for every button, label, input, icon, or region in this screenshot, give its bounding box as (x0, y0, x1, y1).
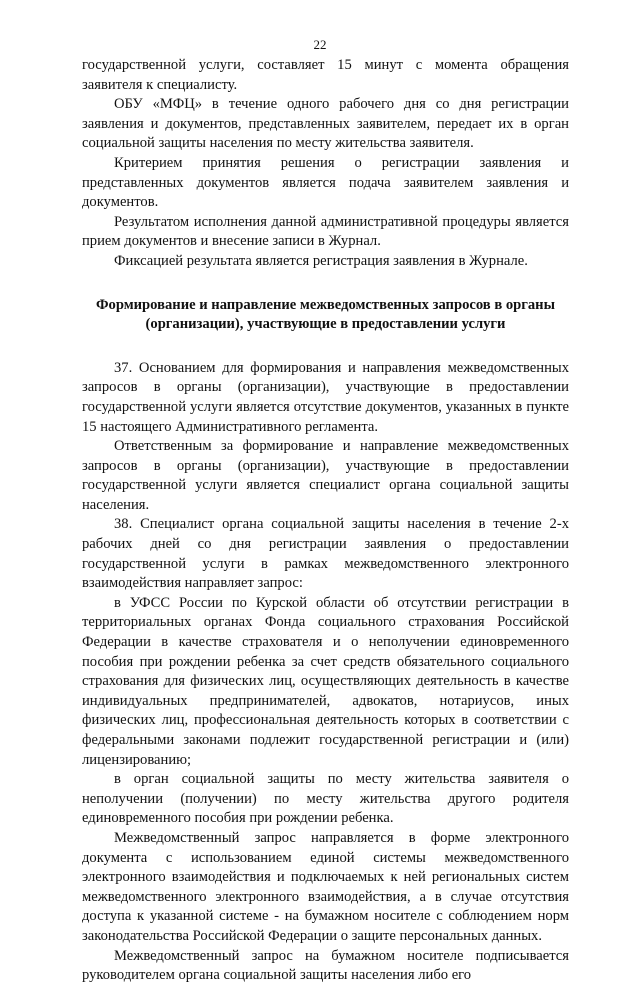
paragraph-38: 38. Специалист органа социальной защиты населения в течение 2-х рабочих дней со дня регистрации заявления о предоставлении государственной услуги в рамках межведомственного электронного взаимодействия направляет запрос: (82, 516, 569, 592)
paragraph-ufss-request: в УФСС России по Курской области об отсутствии регистрации в территориальных органах Фонда социального страхования Российской Федерации в качестве страхователя и о неполучении единовременного пособия при рождении ребенка за счет средств обязательного социального страхования для физических лиц, осуществляющих деятельность в качестве индивидуальных предпринимателей, адвокатов, нотариусов, иных физических лиц, профессиональная деятельность которых в соответствии с федеральными законами подлежит государственной регистрации и (или) лицензированию; (82, 594, 569, 768)
paragraph-paper-form: Межведомственный запрос на бумажном носителе подписывается руководителем органа социальной защиты населения либо его (82, 947, 569, 984)
paragraph-social-protection-request: в орган социальной защиты по месту жительства заявителя о неполучении (получении) по месту жительства другого родителя единовременного пособия при рождении ребенка. (82, 771, 569, 827)
page-number: 22 (313, 37, 327, 52)
paragraph-continuation: государственной услуги, составляет 15 минут с момента обращения заявителя к специалисту. (82, 57, 569, 93)
paragraph-result: Результатом исполнения данной административной процедуры является прием документов и внесение записи в Журнал. (82, 213, 569, 250)
paragraph-responsible: Ответственным за формирование и направление межведомственных запросов в органы (организации), участвующие в предоставлении государственной услуги является специалист органа социальной защиты населения. (82, 438, 569, 513)
paragraph-37: 37. Основанием для формирования и направления межведомственных запросов в органы (организации), участвующие в предоставлении государственной услуги является отсутствие документов, указанных в пункте 15 настоящего Административного регламента. (82, 359, 569, 435)
paragraph-fixation: Фиксацией результата является регистрация заявления в Журнале. (114, 252, 528, 269)
section-heading: Формирование и направление межведомственных запросов в органы (организации), участвующие в предоставлении услуги (95, 296, 555, 333)
paragraph-criterion: Критерием принятия решения о регистрации заявления и представленных документов является подача заявителем заявления и документов. (82, 154, 569, 211)
paragraph-mfc-transfer: ОБУ «МФЦ» в течение одного рабочего дня со дня регистрации заявления и документов, представленных заявителем, передает их в орган социальной защиты населения по месту жительства заявителя. (82, 96, 569, 152)
paragraph-electronic-form: Межведомственный запрос направляется в форме электронного документа с использованием единой системы межведомственного электронного взаимодействия и подключаемых к ней региональных систем межведомственного электронного взаимодействия, а в случае отсутствия доступа к указанной системе - на бумажном носителе с соблюдением норм законодательства Российской Федерации о защите персональных данных. (82, 829, 569, 944)
document-body (82, 56, 569, 986)
